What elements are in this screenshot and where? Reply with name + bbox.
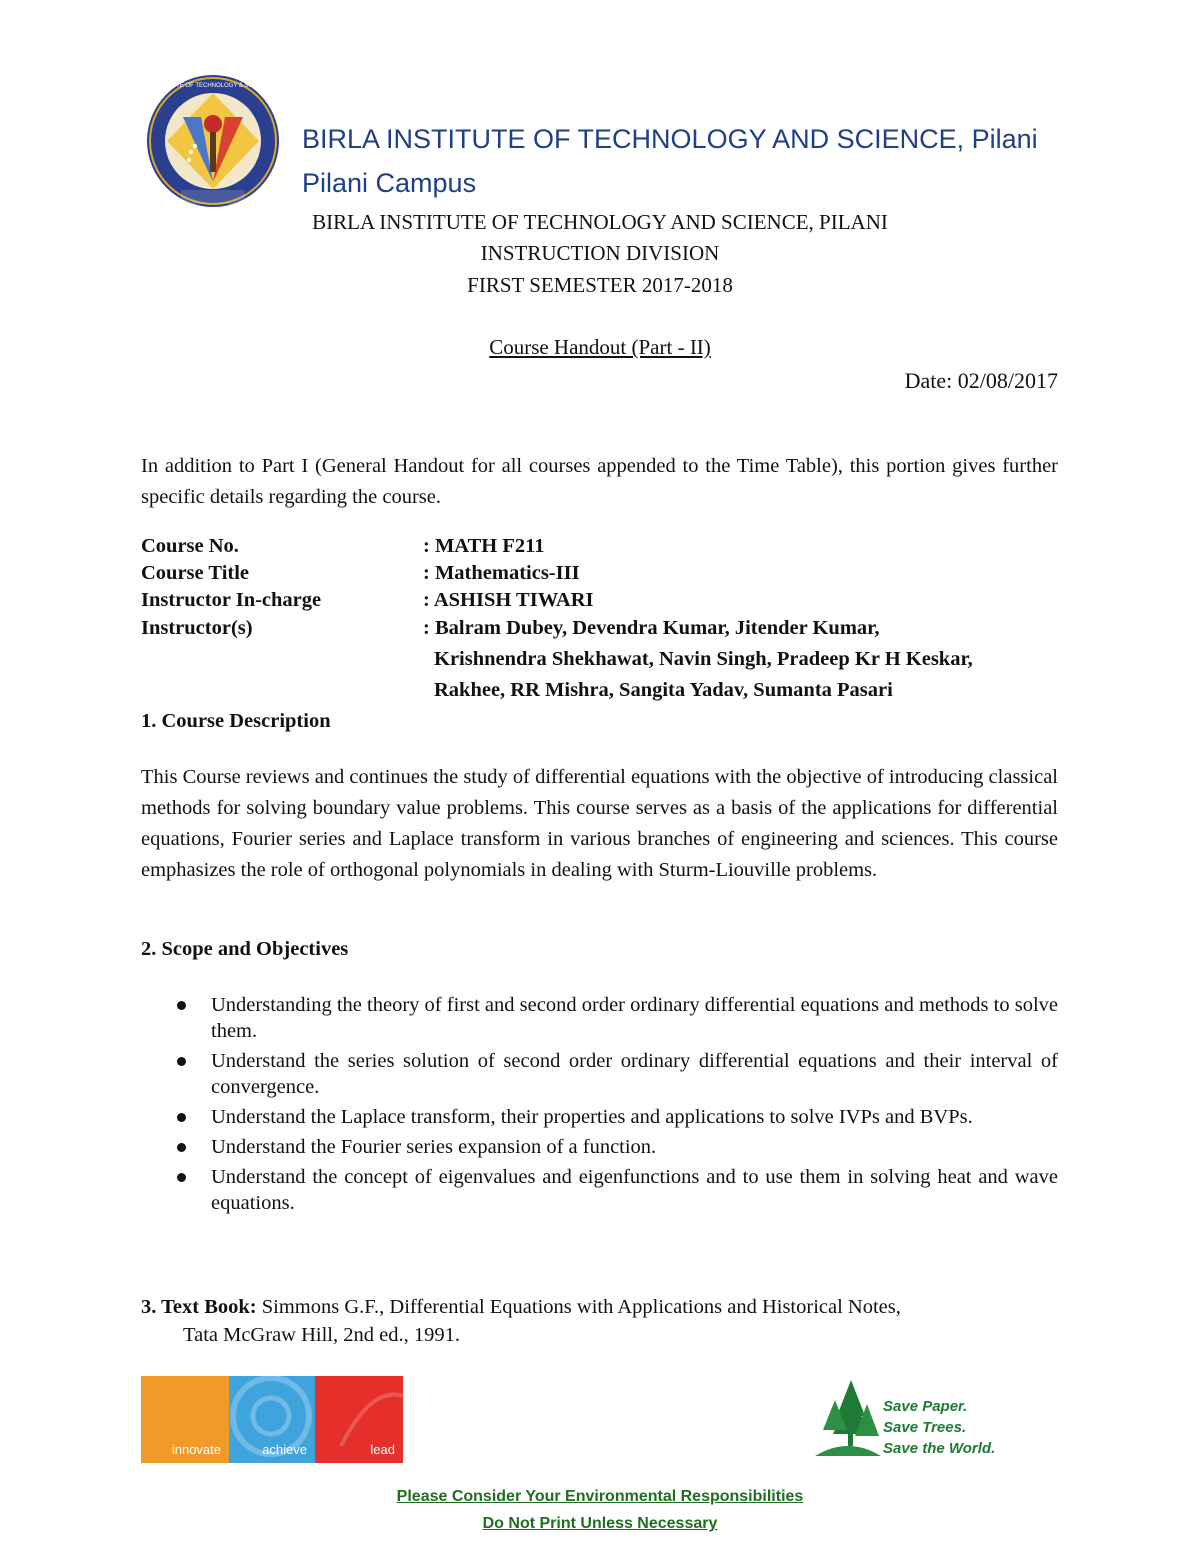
save-world-text: Save the World. <box>883 1440 996 1457</box>
heading-division: INSTRUCTION DIVISION <box>480 241 720 265</box>
objective-text: Understand the Laplace transform, their properties and applications to solve IVPs and BVPs. <box>211 1106 973 1128</box>
instructors-value-line2: Krishnendra Shekhawat, Navin Singh, Pradeep Kr H Keskar, <box>434 648 973 670</box>
bullet-icon <box>177 1113 186 1122</box>
textbook-label: 3. Text Book: <box>141 1296 257 1318</box>
bits-pilani-seal-icon <box>134 72 292 210</box>
bullet-icon <box>177 1173 186 1182</box>
instructors-label: Instructor(s) <box>141 617 253 639</box>
intro-paragraph: In addition to Part I (General Handout for all courses appended to the Time Table), this portion gives further specific details regarding the course. <box>141 455 1058 508</box>
section-scope-objectives-title: 2. Scope and Objectives <box>141 938 349 960</box>
course-title-label: Course Title <box>141 562 250 584</box>
footer-environment-note: Please Consider Your Environmental Responsibilities <box>396 1488 804 1505</box>
seal-ring-text: BIRLA INSTITUTE OF TECHNOLOGY & SCIENCE PILANI <box>134 83 292 89</box>
heading-institute: BIRLA INSTITUTE OF TECHNOLOGY AND SCIENCE, PILANI <box>312 210 888 234</box>
banner-innovate-text: innovate <box>171 1442 221 1457</box>
course-no-label: Course No. <box>141 535 239 557</box>
heading-semester: FIRST SEMESTER 2017-2018 <box>467 273 733 297</box>
objective-item <box>141 1134 1058 1160</box>
handout-date: Date: 02/08/2017 <box>904 368 1058 393</box>
course-no-value: : MATH F211 <box>423 535 545 557</box>
footer-print-note: Do Not Print Unless Necessary <box>482 1515 718 1532</box>
instructor-incharge-value: : ASHISH TIWARI <box>423 589 594 611</box>
textbook-entry <box>141 1293 1058 1349</box>
objective-text: Understanding the theory of first and second order ordinary differential equations and methods to solve them. <box>211 994 1058 1042</box>
objective-item <box>141 1164 1058 1216</box>
objective-text: Understand the concept of eigenvalues and eigenfunctions and to use them in solving heat and wave equations. <box>211 1166 1058 1214</box>
objective-item <box>141 1048 1058 1100</box>
handout-title: Course Handout (Part - II) <box>489 335 711 359</box>
textbook-text-line1: Simmons G.F., Differential Equations with Applications and Historical Notes, <box>256 1296 901 1318</box>
objective-item <box>141 992 1058 1044</box>
bullet-icon <box>177 1057 186 1066</box>
banner-lead-text: lead <box>370 1442 395 1457</box>
save-slogan <box>883 1396 995 1459</box>
objective-text: Understand the Fourier series expansion of a function. <box>211 1136 657 1158</box>
instructors-value-line3: Rakhee, RR Mishra, Sangita Yadav, Sumanta Pasari <box>434 679 893 701</box>
gear-icon <box>141 1376 403 1463</box>
objective-item <box>141 1104 1058 1130</box>
instructors-value-line1: : Balram Dubey, Devendra Kumar, Jitender Kumar, <box>423 617 880 639</box>
textbook-text-line2: Tata McGraw Hill, 2nd ed., 1991. <box>183 1324 460 1346</box>
institute-name: BIRLA INSTITUTE OF TECHNOLOGY AND SCIENCE, Pilani <box>302 124 1038 154</box>
objective-text: Understand the series solution of second order ordinary differential equations and their interval of convergence. <box>211 1050 1058 1098</box>
bullet-icon <box>177 1143 186 1152</box>
save-paper-logo <box>813 1378 1003 1460</box>
instructor-incharge-label: Instructor In-charge <box>141 589 322 611</box>
section-course-description-title: 1. Course Description <box>141 710 331 732</box>
course-title-value: : Mathematics-III <box>423 562 580 584</box>
save-paper-text: Save Paper. <box>883 1398 968 1415</box>
campus-name: Pilani Campus <box>302 168 477 198</box>
save-trees-text: Save Trees. <box>883 1419 967 1436</box>
banner-achieve-text: achieve <box>262 1442 307 1457</box>
course-description-text: This Course reviews and continues the study of differential equations with the objective of introducing classical methods for solving boundary value problems. This course serves as a basis of the applications for differential equations, Fourier series and Laplace transform in various branches of engineering and sciences. This course emphasizes the role of orthogonal polynomials in dealing with Sturm-Liouville problems. <box>141 766 1058 881</box>
objectives-list <box>141 992 1058 1220</box>
tree-icon <box>813 1378 883 1460</box>
bullet-icon <box>177 1001 186 1010</box>
